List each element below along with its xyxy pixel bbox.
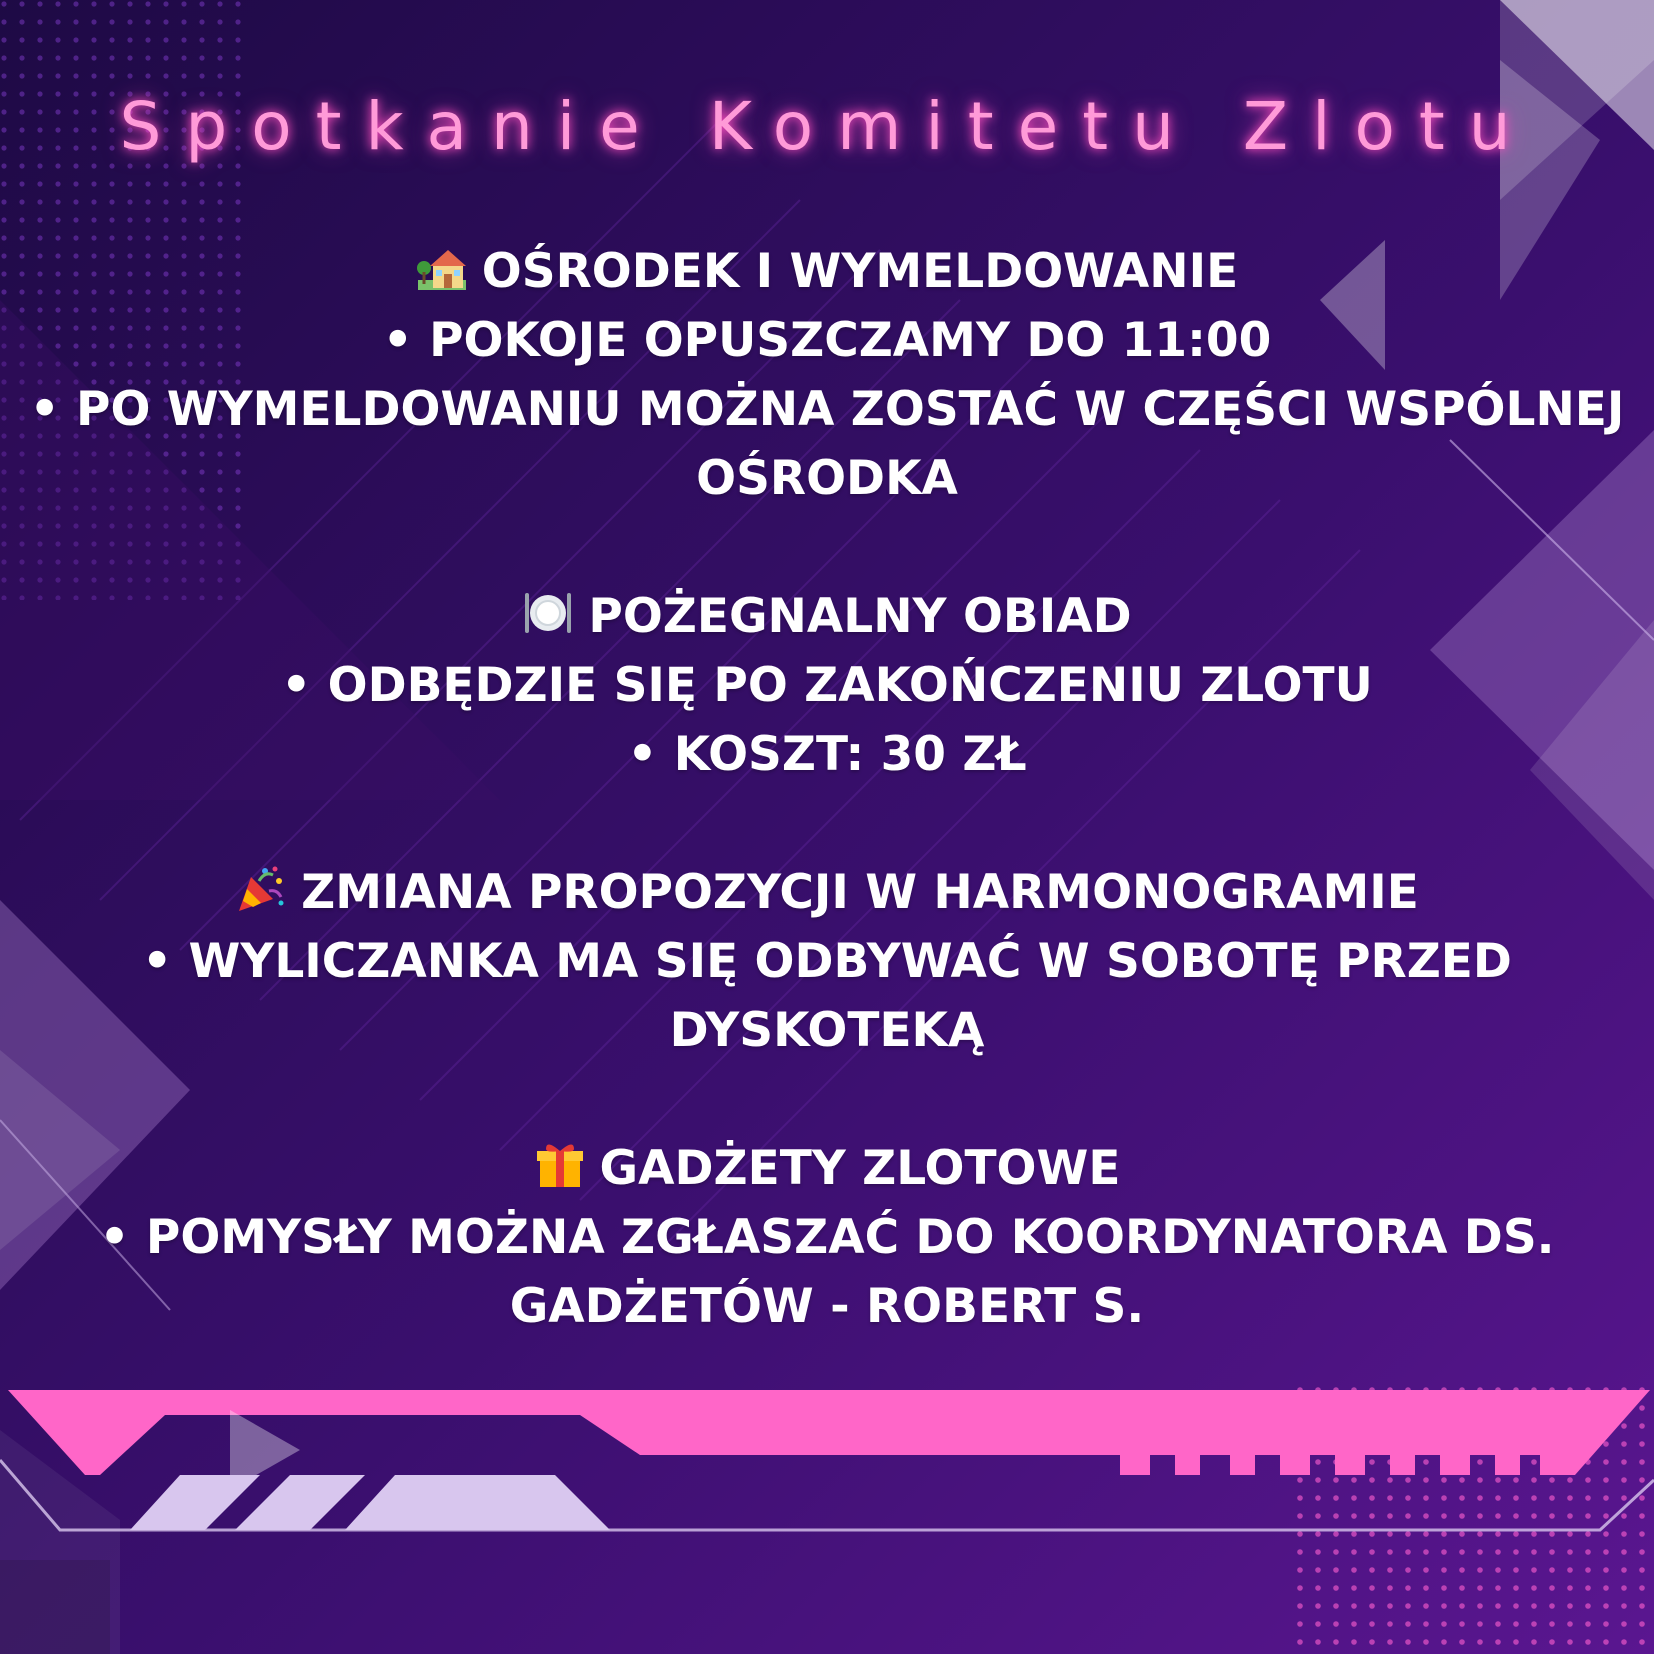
- section-heading: [20, 237, 1634, 306]
- plate-with-cutlery-icon: [522, 587, 574, 639]
- section-farewell-dinner: [20, 582, 1634, 789]
- page-title: Spotkanie Komitetu Zlotu: [119, 88, 1535, 165]
- announcement-content: [20, 237, 1634, 1410]
- bullet-line: • ODBĘDZIE SIĘ PO ZAKOŃCZENIU ZLOTU: [281, 658, 1373, 713]
- bullet-line: • PO WYMELDOWANIU MOŻNA ZOSTAĆ W CZĘŚCI WSPÓLNEJ OŚRODKA: [29, 382, 1625, 506]
- section-heading-text: OŚRODEK I WYMELDOWANIE: [481, 244, 1239, 299]
- section-venue-checkout: [20, 237, 1634, 513]
- section-heading: [20, 1134, 1634, 1203]
- section-heading-text: GADŻETY ZLOTOWE: [599, 1141, 1121, 1196]
- party-popper-icon: [235, 863, 287, 915]
- bullet-line: • POKOJE OPUSZCZAMY DO 11:00: [382, 313, 1272, 368]
- bullet-line: • KOSZT: 30 ZŁ: [627, 727, 1027, 782]
- section-schedule-change: [20, 858, 1634, 1065]
- section-heading: [20, 858, 1634, 927]
- section-heading-text: POŻEGNALNY OBIAD: [588, 589, 1132, 644]
- bullet-line: • WYLICZANKA MA SIĘ ODBYWAĆ W SOBOTĘ PRZED DYSKOTEKĄ: [142, 934, 1512, 1058]
- section-heading: [20, 582, 1634, 651]
- section-rally-gadgets: [20, 1134, 1634, 1341]
- section-heading-text: ZMIANA PROPOZYCJI W HARMONOGRAMIE: [301, 865, 1419, 920]
- bullet-line: • POMYSŁY MOŻNA ZGŁASZAĆ DO KOORDYNATORA DS. GADŻETÓW - ROBERT S.: [99, 1210, 1555, 1334]
- house-icon: [416, 242, 468, 294]
- gift-icon: [534, 1139, 586, 1191]
